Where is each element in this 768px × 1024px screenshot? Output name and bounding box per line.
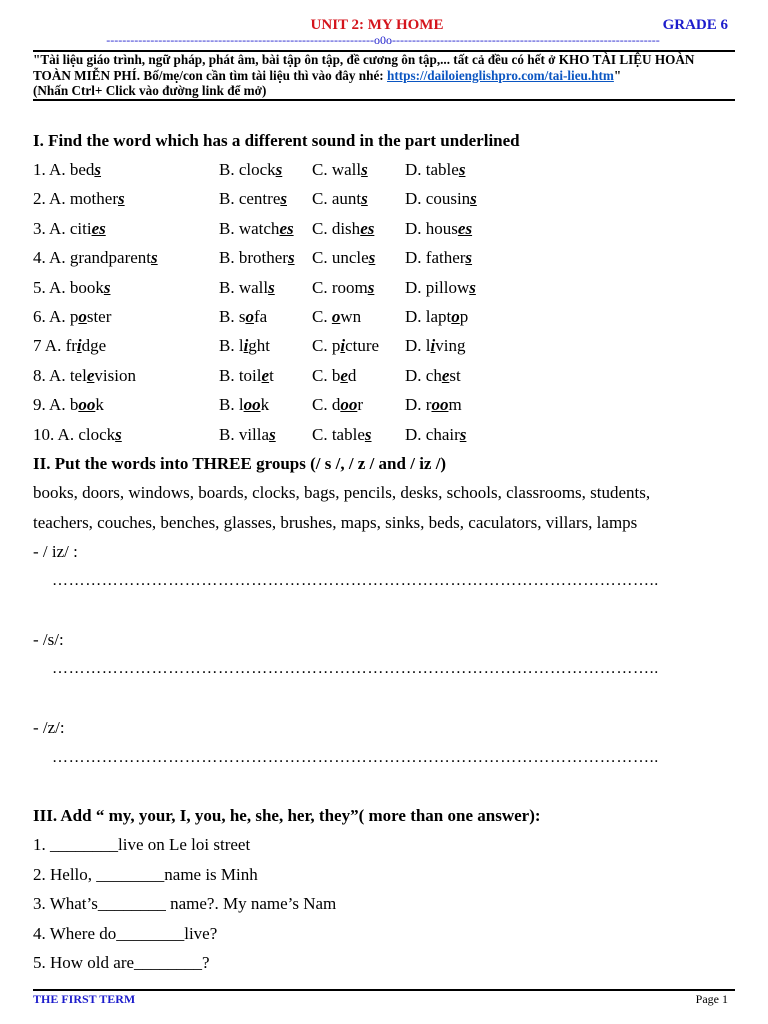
option-text: d: [347, 365, 357, 385]
underlined-sound: es: [91, 218, 106, 238]
option-text: B. centre: [219, 189, 281, 209]
underlined-sound: s: [151, 248, 158, 268]
option-text: D. hous: [405, 218, 458, 238]
underlined-sound: s: [118, 189, 125, 209]
underlined-sound: es: [457, 218, 473, 238]
option-text: p: [459, 307, 469, 326]
option-c: [312, 160, 368, 180]
option-text: B. s: [219, 307, 246, 326]
option-b: [219, 160, 282, 180]
option-text: D. pillow: [405, 277, 470, 297]
underlined-sound: e: [340, 365, 348, 385]
option-c: [312, 219, 374, 239]
option-text: t: [269, 365, 274, 385]
option-text: C. b: [312, 365, 341, 385]
option-d: [405, 248, 472, 268]
option-text: D. chair: [405, 424, 460, 444]
option-d: [405, 336, 465, 356]
option-c: [312, 425, 372, 445]
underlined-sound: s: [280, 189, 287, 209]
option-a: [33, 248, 158, 268]
option-text: C. wall: [312, 160, 362, 179]
footer-page-number: Page 1: [695, 992, 728, 1006]
option-text: C. d: [312, 395, 341, 415]
option-text: D. ch: [405, 365, 442, 385]
underlined-sound: s: [287, 248, 295, 268]
option-text: st: [449, 365, 461, 385]
option-text: B. brother: [219, 248, 288, 268]
underlined-sound: e: [441, 365, 450, 385]
option-a: [33, 307, 111, 327]
option-text: fa: [253, 307, 268, 326]
section-2-title: II. Put the words into THREE groups (/ s /, / z / and / iz /): [33, 454, 447, 473]
option-c: [312, 278, 374, 298]
option-text: k: [260, 395, 270, 415]
underlined-sound: s: [103, 277, 111, 297]
option-a: [33, 278, 110, 298]
option-text: ving: [435, 336, 466, 356]
underlined-sound: s: [364, 424, 372, 444]
underlined-sound: e: [86, 365, 95, 385]
underlined-sound: e: [261, 365, 270, 385]
option-text: vision: [94, 365, 136, 385]
option-text: B. clock: [219, 160, 276, 179]
underlined-sound: s: [368, 248, 376, 268]
notice-block: [33, 52, 735, 99]
option-text: D. r: [405, 395, 432, 415]
underlined-sound: s: [459, 424, 467, 444]
option-text: 9. A. b: [33, 395, 79, 415]
underlined-sound: s: [367, 277, 375, 297]
underlined-sound: s: [275, 160, 283, 179]
option-d: [405, 189, 477, 209]
word-list-line-1: books, doors, windows, boards, clocks, bags, pencils, desks, schools, classrooms, students,: [33, 483, 651, 502]
option-b: [219, 278, 275, 298]
underlined-sound: s: [465, 248, 473, 268]
underlined-sound: s: [115, 424, 122, 444]
option-b: [219, 336, 270, 356]
underlined-sound: s: [361, 160, 368, 179]
option-text: C. aunt: [312, 189, 362, 209]
fill-item-4[interactable]: 4. Where do________live?: [33, 924, 218, 943]
grade-label: GRADE 6: [662, 17, 728, 33]
option-d: [405, 219, 472, 239]
option-b: [219, 219, 294, 239]
option-text: ster: [86, 307, 112, 326]
option-a: [33, 219, 106, 239]
option-text: B. l: [219, 395, 244, 415]
option-text: C. p: [312, 336, 341, 356]
option-b: [219, 395, 269, 415]
option-text: 4. A. grandparent: [33, 248, 152, 268]
option-text: 3. A. citi: [33, 218, 92, 238]
option-a: [33, 189, 125, 209]
option-text: 6. A. p: [33, 307, 79, 326]
underlined-sound: es: [360, 218, 375, 238]
option-text: D. table: [405, 160, 459, 179]
option-b: [219, 307, 267, 327]
group-z-label: - /z/:: [33, 718, 65, 737]
underlined-sound: oo: [431, 395, 449, 415]
option-text: B. wall: [219, 277, 269, 297]
underlined-sound: s: [458, 160, 466, 179]
underlined-sound: o: [451, 307, 460, 326]
option-c: [312, 336, 379, 356]
underlined-sound: oo: [243, 395, 261, 415]
notice-link[interactable]: https://dailoienglishpro.com/tai-lieu.htm: [387, 67, 614, 83]
underlined-sound: i: [243, 336, 249, 356]
option-b: [219, 366, 274, 386]
option-text: B. villa: [219, 424, 270, 444]
option-d: [405, 395, 462, 415]
underlined-sound: s: [470, 189, 477, 209]
option-c: [312, 189, 368, 209]
option-text: B. watch: [219, 218, 280, 238]
option-d: [405, 425, 466, 445]
underlined-sound: oo: [78, 395, 96, 415]
fill-item-1[interactable]: 1. ________live on Le loi street: [33, 835, 251, 854]
underlined-sound: s: [469, 277, 476, 297]
footer-term: THE FIRST TERM: [33, 992, 136, 1006]
option-text: k: [95, 395, 104, 415]
underlined-sound: es: [279, 218, 294, 238]
word-list-line-2: teachers, couches, benches, glasses, brushes, maps, sinks, beds, caculators, villars, lamps: [33, 513, 638, 532]
option-c: [312, 395, 363, 415]
fill-item-5[interactable]: 5. How old are________?: [33, 953, 210, 972]
option-d: [405, 366, 461, 386]
option-text: C. uncle: [312, 248, 369, 268]
underlined-sound: s: [269, 424, 276, 444]
option-a: [33, 160, 101, 180]
group-iz-label: - / iz/ :: [33, 542, 78, 561]
option-text: 7 A. fr: [33, 336, 77, 356]
option-a: [33, 336, 106, 356]
option-text: 8. A. tel: [33, 365, 87, 385]
option-text: cture: [345, 336, 380, 356]
footer-rule: [33, 989, 735, 991]
option-b: [219, 425, 276, 445]
underlined-sound: o: [331, 307, 341, 326]
underlined-sound: o: [245, 307, 254, 326]
option-text: wn: [340, 307, 362, 326]
group-s-label: - /s/:: [33, 630, 64, 649]
underlined-sound: i: [340, 336, 346, 356]
option-text: 1. A. bed: [33, 160, 95, 179]
option-text: D. l: [405, 336, 431, 356]
underlined-sound: i: [430, 336, 436, 356]
option-text: m: [448, 395, 462, 415]
option-text: B. toil: [219, 365, 262, 385]
unit-title: UNIT 2: MY HOME: [310, 17, 444, 33]
section-1-title: I. Find the word which has a different sound in the part underlined: [33, 131, 520, 150]
option-text: C. table: [312, 424, 365, 444]
option-a: [33, 395, 104, 415]
option-text: C. room: [312, 277, 368, 297]
option-a: [33, 425, 122, 445]
underlined-sound: oo: [340, 395, 358, 415]
option-text: C. dish: [312, 218, 361, 238]
underlined-sound: i: [76, 336, 82, 356]
option-c: [312, 248, 375, 268]
option-d: [405, 160, 465, 180]
underlined-sound: s: [268, 277, 275, 297]
underlined-sound: o: [78, 307, 87, 326]
option-d: [405, 307, 468, 327]
group-s-answer-line[interactable]: ………………………………………………………………………………………………..: [52, 660, 659, 677]
option-c: [312, 366, 356, 386]
underlined-sound: s: [361, 189, 368, 209]
group-iz-answer-line[interactable]: ………………………………………………………………………………………………..: [52, 572, 659, 589]
notice-text: "Tài liệu giáo trình, ngữ pháp, phát âm, bài tập ôn tập, đề cương ôn tập,... tất cả đều có hết ở KHO TÀI LIỆU HOÀN TOÀN MIỄN PHÍ. Bố/mẹ/con cần tìm tài liệu thì vào đây nhé:: [33, 52, 695, 83]
header-divider: -------------------------------------------------------------------o0o-------------------------------------------------------------------: [106, 33, 660, 47]
notice-close-quote: ": [613, 67, 622, 83]
group-z-answer-line[interactable]: ………………………………………………………………………………………………..: [52, 749, 659, 766]
option-d: [405, 278, 476, 298]
notice-rule: [33, 99, 735, 101]
notice-note: (Nhấn Ctrl+ Click vào đường link để mở): [33, 83, 267, 98]
option-text: r: [357, 395, 364, 415]
option-text: 5. A. book: [33, 277, 104, 297]
option-text: dge: [81, 336, 107, 356]
option-text: 2. A. mother: [33, 189, 118, 209]
option-text: D. father: [405, 248, 466, 268]
fill-item-3[interactable]: 3. What’s________ name?. My name’s Nam: [33, 894, 337, 913]
option-text: ght: [248, 336, 271, 356]
option-text: C.: [312, 307, 332, 326]
option-b: [219, 248, 295, 268]
underlined-sound: s: [94, 160, 102, 179]
option-text: D. lapt: [405, 307, 452, 326]
fill-item-2[interactable]: 2. Hello, ________name is Minh: [33, 865, 258, 884]
option-text: 10. A. clock: [33, 424, 116, 444]
option-c: [312, 307, 361, 327]
option-text: D. cousin: [405, 189, 471, 209]
option-a: [33, 366, 136, 386]
option-text: B. l: [219, 336, 244, 356]
section-3-title: III. Add “ my, your, I, you, he, she, her, they”( more than one answer):: [33, 806, 541, 825]
option-b: [219, 189, 287, 209]
